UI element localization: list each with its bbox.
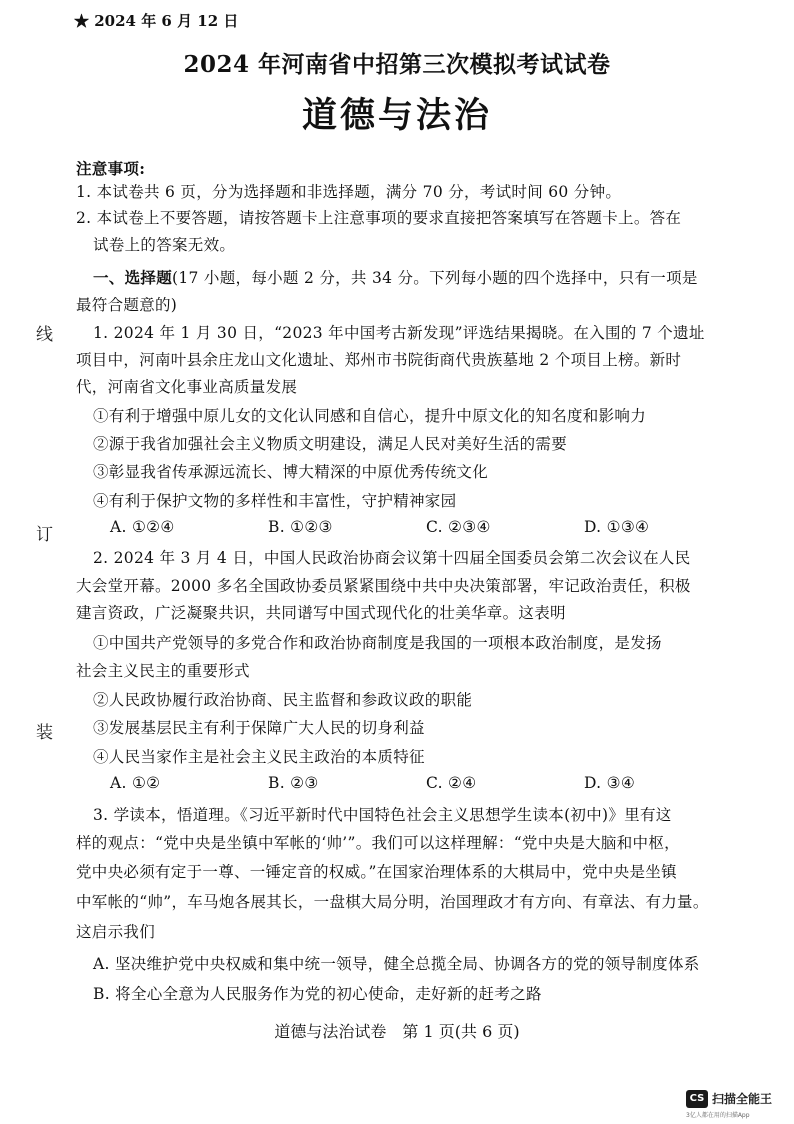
watermark-name: 扫描全能王	[712, 1092, 773, 1106]
question-3-stem: 样的观点：“党中央是坐镇中军帐的‘帅’”。我们可以这样理解：“党中央是大脑和中枢，	[76, 834, 680, 852]
question-3-stem: 党中央必须有定于一尊、一锤定音的权威。”在国家治理体系的大棋局中，党中央是坐镇	[76, 863, 677, 881]
question-1-stem: 项目中，河南叶县余庄龙山文化遗址、郑州市书院街商代贵族墓地 2 个项目上榜。新时	[76, 351, 682, 369]
camscanner-logo-icon: CS	[686, 1090, 708, 1108]
option-a: A. ①②	[110, 774, 161, 792]
question-2-statement: ①中国共产党领导的多党合作和政治协商制度是我国的一项根本政治制度，是发扬	[93, 634, 662, 652]
section-title: 一、选择题	[93, 268, 173, 287]
page-footer: 道德与法治试卷 第 1 页(共 6 页)	[274, 1022, 520, 1041]
binding-mark-staple: 订	[36, 525, 53, 545]
notice-item: 1. 本试卷共 6 页，分为选择题和非选择题，满分 70 分，考试时间 60 分钟。	[76, 183, 622, 201]
binding-mark-bind: 装	[36, 723, 53, 743]
question-1-options	[110, 518, 742, 536]
question-1-statement: ②源于我省加强社会主义物质文明建设，满足人民对美好生活的需要	[93, 435, 568, 453]
question-2-statement: 社会主义民主的重要形式	[76, 662, 250, 680]
watermark-tagline: 3亿人都在用的扫描App	[686, 1112, 750, 1119]
option-d: D. ③④	[584, 774, 636, 792]
question-3-stem: 3. 学读本，悟道理。《习近平新时代中国特色社会主义思想学生读本(初中)》里有这	[93, 806, 672, 824]
question-2-statement: ②人民政协履行政治协商、民主监督和参政议政的职能	[93, 691, 473, 709]
option-a: A. ①②④	[110, 518, 175, 536]
question-2-statement: ④人民当家作主是社会主义民主政治的本质特征	[93, 748, 425, 766]
notice-item: 试卷上的答案无效。	[93, 236, 236, 254]
option-c: C. ②④	[426, 774, 477, 792]
option-d: D. ①③④	[584, 518, 650, 536]
question-3-stem: 中军帐的“帅”，车马炮各展其长，一盘棋大局分明，治国理政才有方向、有章法、有力量。	[76, 893, 709, 911]
option-b: B. ②③	[268, 774, 319, 792]
notice-heading: 注意事项:	[76, 159, 146, 178]
question-1-statement: ①有利于增强中原儿女的文化认同感和自信心，提升中原文化的知名度和影响力	[93, 407, 647, 425]
question-2-statement: ③发展基层民主有利于保障广大人民的切身利益	[93, 719, 425, 737]
question-2-stem: 大会堂开幕。2000 多名全国政协委员紧紧围绕中共中央决策部署，牢记政治责任，积极	[76, 577, 691, 595]
section-intro: (17 小题，每小题 2 分，共 34 分。下列每小题的四个选择中，只有一项是	[172, 269, 698, 287]
notice-item: 2. 本试卷上不要答题，请按答题卡上注意事项的要求直接把答案填写在答题卡上。答在	[76, 209, 682, 227]
exam-date: ★ 2024 年 6 月 12 日	[74, 12, 239, 30]
scanner-watermark	[686, 1088, 786, 1118]
exam-subject: 道德与法治	[301, 95, 492, 136]
section-heading	[93, 266, 698, 288]
question-1-statement: ③彰显我省传承源远流长、博大精深的中原优秀传统文化	[93, 463, 489, 481]
question-1-statement: ④有利于保护文物的多样性和丰富性，守护精神家园	[93, 492, 457, 510]
question-1-stem: 代，河南省文化事业高质量发展	[76, 378, 298, 396]
question-2-options	[110, 774, 742, 792]
binding-mark-line: 线	[36, 325, 53, 345]
section-intro-cont: 最符合题意的)	[76, 296, 178, 314]
option-b: B. ①②③	[268, 518, 333, 536]
question-3-option-a: A. 坚决维护党中央权威和集中统一领导，健全总揽全局、协调各方的党的领导制度体系	[93, 955, 700, 973]
question-2-stem: 2. 2024 年 3 月 4 日，中国人民政治协商会议第十四届全国委员会第二次会议在人民	[93, 549, 691, 567]
question-2-stem: 建言资政，广泛凝聚共识，共同谱写中国式现代化的壮美华章。这表明	[76, 604, 566, 622]
option-c: C. ②③④	[426, 518, 491, 536]
question-3-option-b: B. 将全心全意为人民服务作为党的初心使命，走好新的赶考之路	[93, 985, 542, 1003]
exam-title: 2024 年河南省中招第三次模拟考试试卷	[183, 51, 611, 78]
question-1-stem: 1. 2024 年 1 月 30 日，“2023 年中国考古新发现”评选结果揭晓。在入围的 7 个遗址	[93, 324, 705, 342]
question-3-stem: 这启示我们	[76, 923, 156, 941]
